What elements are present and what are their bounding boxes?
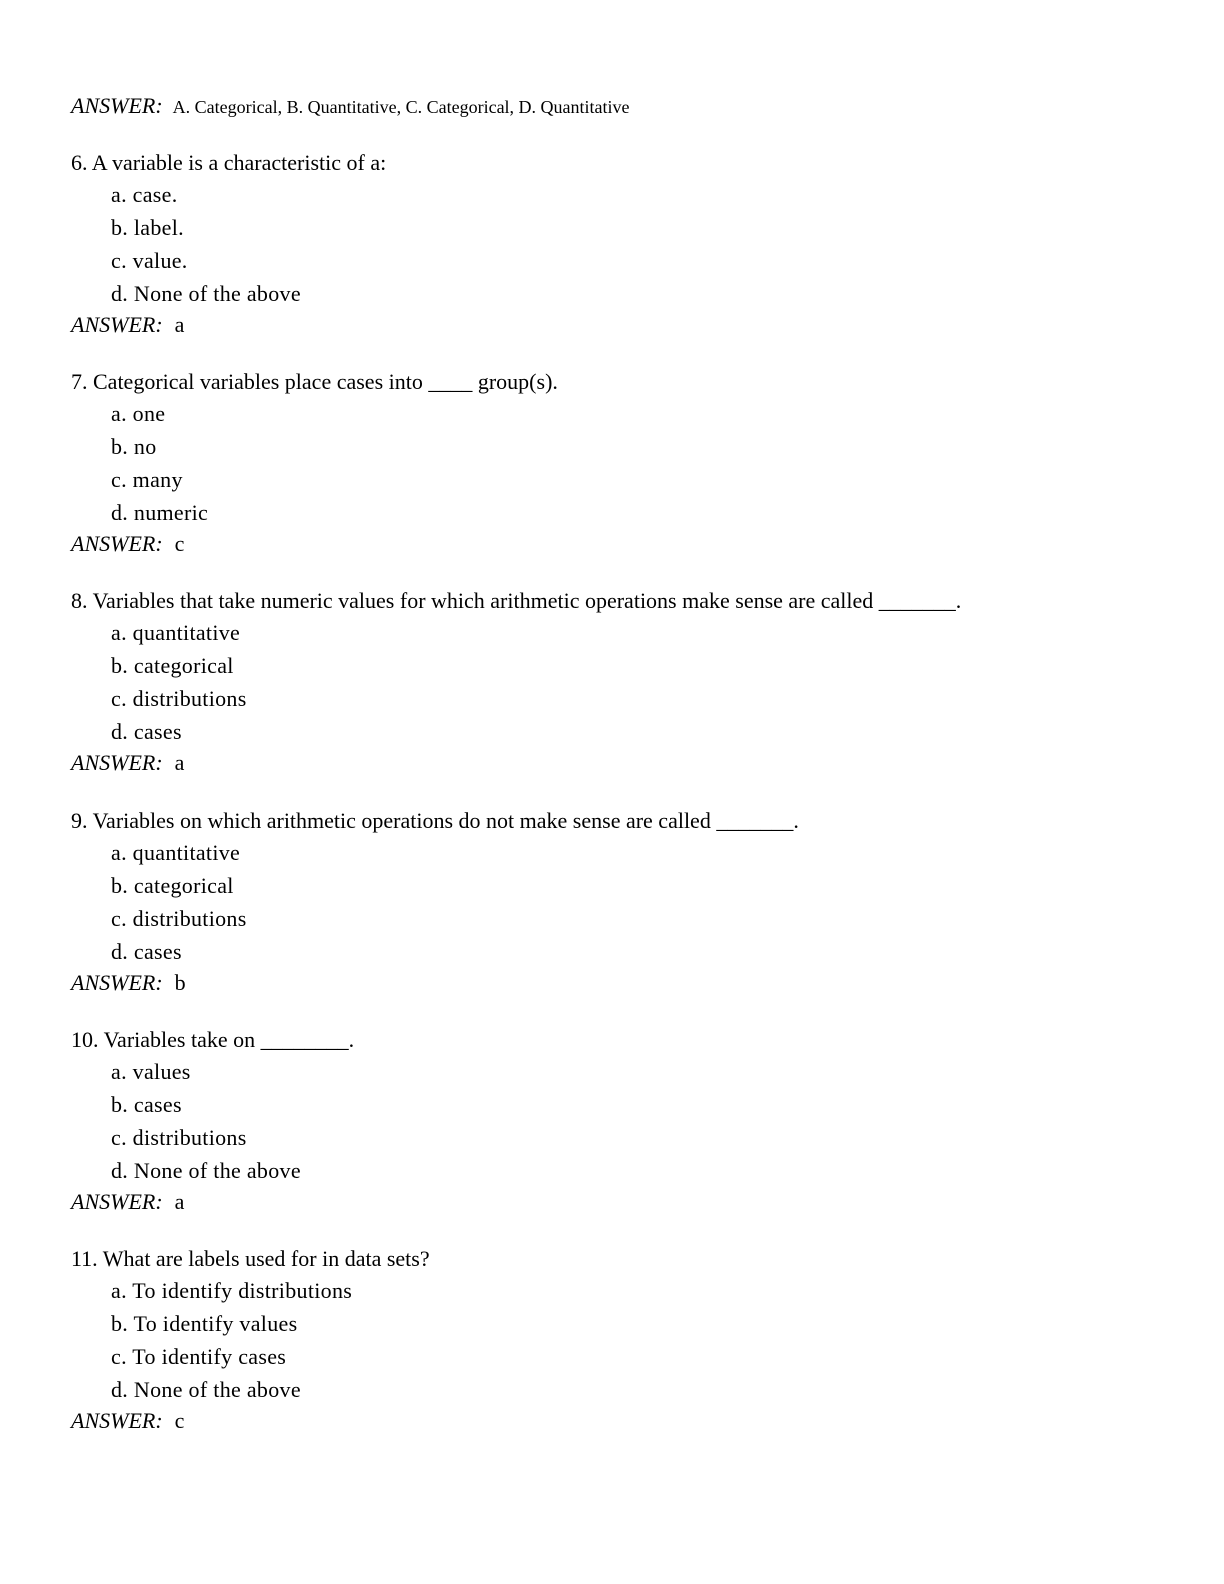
option-list [71, 1055, 1171, 1187]
option-a: a. To identify distributions [111, 1278, 353, 1303]
question-stem: 6. A variable is a characteristic of a: [71, 150, 387, 175]
option-c: c. distributions [111, 686, 247, 711]
option-d: d. None of the above [111, 281, 301, 306]
question-stem: 9. Variables on which arithmetic operations do not make sense are called _______. [71, 808, 799, 833]
option-d: d. cases [111, 719, 182, 744]
option-b: b. To identify values [111, 1311, 298, 1336]
option-a: a. one [111, 401, 166, 426]
answer-label: ANSWER: [71, 970, 163, 995]
answer-value: A. Categorical, B. Quantitative, C. Categorical, D. Quantitative [172, 97, 630, 117]
answer-value: a [174, 312, 185, 337]
option-b: b. no [111, 434, 157, 459]
answer-label: ANSWER: [71, 531, 163, 556]
answer-value: a [174, 1189, 185, 1214]
answer-value: c [174, 531, 185, 556]
question-answer [71, 310, 1171, 340]
answer-label: ANSWER: [71, 1408, 163, 1433]
option-c: c. distributions [111, 1125, 247, 1150]
option-a: a. quantitative [111, 840, 241, 865]
question-8 [71, 586, 1171, 778]
question-7 [71, 367, 1171, 559]
question-stem: 11. What are labels used for in data sets? [71, 1246, 430, 1271]
question-answer [71, 529, 1171, 559]
question-6 [71, 148, 1171, 340]
option-list [71, 178, 1171, 310]
answer-value: b [174, 970, 186, 995]
option-list [71, 836, 1171, 968]
option-a: a. values [111, 1059, 191, 1084]
question-answer [71, 968, 1171, 998]
answer-label: ANSWER: [71, 750, 163, 775]
question-9 [71, 806, 1171, 998]
question-answer [71, 1406, 1171, 1436]
option-list [71, 1274, 1171, 1406]
option-b: b. cases [111, 1092, 182, 1117]
question-answer [71, 1187, 1171, 1217]
option-d: d. numeric [111, 500, 209, 525]
question-stem: 8. Variables that take numeric values for which arithmetic operations make sense are called _______. [71, 588, 962, 613]
question-10 [71, 1025, 1171, 1217]
answer-label: ANSWER: [71, 1189, 163, 1214]
option-list [71, 616, 1171, 748]
option-c: c. distributions [111, 906, 247, 931]
answer-label: ANSWER: [71, 93, 163, 118]
option-c: c. value. [111, 248, 188, 273]
option-list [71, 397, 1171, 529]
answer-value: a [174, 750, 185, 775]
option-d: d. None of the above [111, 1158, 301, 1183]
option-c: c. many [111, 467, 183, 492]
previous-question-answer [71, 93, 630, 120]
option-b: b. categorical [111, 873, 234, 898]
option-c: c. To identify cases [111, 1344, 287, 1369]
question-answer [71, 748, 1171, 778]
question-stem: 10. Variables take on ________. [71, 1027, 355, 1052]
question-stem: 7. Categorical variables place cases into ____ group(s). [71, 369, 558, 394]
answer-label: ANSWER: [71, 312, 163, 337]
answer-value: c [174, 1408, 185, 1433]
option-b: b. label. [111, 215, 184, 240]
question-11 [71, 1244, 1171, 1436]
option-d: d. None of the above [111, 1377, 301, 1402]
option-d: d. cases [111, 939, 182, 964]
option-a: a. case. [111, 182, 178, 207]
option-b: b. categorical [111, 653, 234, 678]
option-a: a. quantitative [111, 620, 241, 645]
